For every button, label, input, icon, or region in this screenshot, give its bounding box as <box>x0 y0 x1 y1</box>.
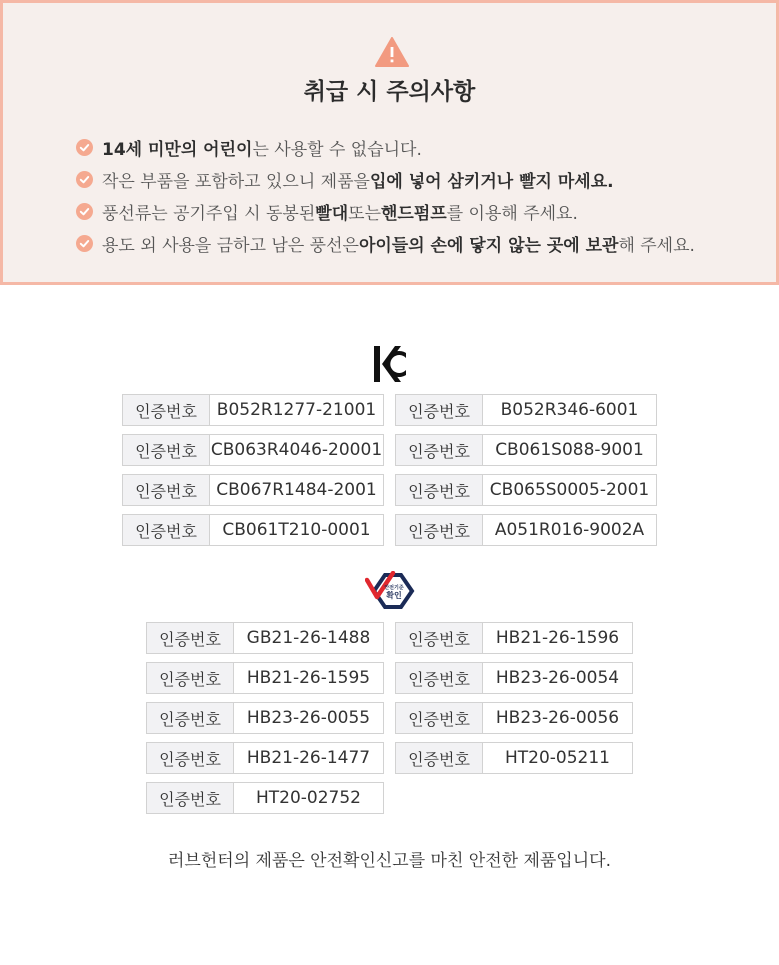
kc-certification-logo <box>373 345 407 383</box>
caution-list <box>76 131 695 259</box>
cert-label: 인증번호 <box>123 515 210 545</box>
caution-text: 를 이용해 주세요. <box>446 203 578 224</box>
caution-emphasis: 아이들의 손에 닿지 않는 곳에 보관 <box>358 235 619 256</box>
caution-emphasis: 14세 미만의 어린이 <box>102 139 253 160</box>
caution-text: 풍선류는 공기주입 시 동봉된 <box>102 203 316 224</box>
cert-number: CB061S088-9001 <box>495 440 644 460</box>
cert-label: 인증번호 <box>396 475 483 505</box>
caution-text: 용도 외 사용을 금하고 남은 풍선은 <box>102 235 359 256</box>
check-circle-icon <box>76 171 93 188</box>
cert-label: 인증번호 <box>396 395 483 425</box>
cert-label: 인증번호 <box>147 703 234 733</box>
cert-row <box>122 434 384 466</box>
safety-check-logo <box>365 571 415 611</box>
cert-number: CB063R4046-20001 <box>210 440 383 460</box>
cert-number: CB067R1484-2001 <box>216 480 377 500</box>
cert-number: HB21-26-1596 <box>495 628 620 648</box>
cert-label: 인증번호 <box>147 663 234 693</box>
cert-row <box>146 782 384 814</box>
cert-row <box>122 514 384 546</box>
cert-number: A051R016-9002A <box>494 520 645 540</box>
caution-text: 또는 <box>348 203 381 224</box>
caution-text: 는 사용할 수 없습니다. <box>252 139 422 160</box>
caution-item <box>76 227 695 259</box>
caution-panel <box>0 0 779 285</box>
caution-text: 작은 부품을 포함하고 있으니 제품을 <box>102 171 370 192</box>
cert-number: GB21-26-1488 <box>246 628 371 648</box>
cert-label: 인증번호 <box>123 395 210 425</box>
cert-row <box>395 474 657 506</box>
caution-title: 취급 시 주의사항 <box>303 79 476 105</box>
cert-label: 인증번호 <box>396 743 483 773</box>
cert-row <box>395 394 657 426</box>
cert-label: 인증번호 <box>396 663 483 693</box>
check-circle-icon <box>76 139 93 156</box>
cert-label: 인증번호 <box>123 435 210 465</box>
cert-label: 인증번호 <box>396 703 483 733</box>
caution-item <box>76 163 695 195</box>
cert-label: 인증번호 <box>147 623 234 653</box>
cert-number: B052R346-6001 <box>500 400 639 420</box>
svg-text:확인: 확인 <box>386 591 402 600</box>
caution-item <box>76 195 695 227</box>
warning-icon <box>375 37 409 67</box>
cert-row <box>395 434 657 466</box>
cert-row <box>395 662 633 694</box>
cert-label: 인증번호 <box>123 475 210 505</box>
cert-row <box>146 742 384 774</box>
cert-number: CB061T210-0001 <box>222 520 371 540</box>
caution-emphasis: 입에 넣어 삼키거나 빨지 마세요. <box>369 171 614 192</box>
cert-label: 인증번호 <box>396 515 483 545</box>
caution-emphasis: 핸드펌프 <box>381 203 447 224</box>
cert-number: HB21-26-1477 <box>246 748 371 768</box>
cert-row <box>146 662 384 694</box>
cert-number: HT20-02752 <box>255 788 361 808</box>
cert-row <box>395 702 633 734</box>
cert-row <box>122 474 384 506</box>
cert-number: HB21-26-1595 <box>246 668 371 688</box>
cert-row <box>395 742 633 774</box>
cert-number: HB23-26-0056 <box>495 708 620 728</box>
cert-row <box>395 622 633 654</box>
check-circle-icon <box>76 203 93 220</box>
cert-number: CB065S0005-2001 <box>489 480 650 500</box>
cert-label: 인증번호 <box>147 743 234 773</box>
svg-text:안전기준: 안전기준 <box>384 585 404 591</box>
cert-number: HT20-05211 <box>504 748 610 768</box>
cert-label: 인증번호 <box>147 783 234 813</box>
cert-row <box>146 702 384 734</box>
cert-label: 인증번호 <box>396 435 483 465</box>
cert-label: 인증번호 <box>396 623 483 653</box>
cert-number: HB23-26-0054 <box>495 668 620 688</box>
cert-number: B052R1277-21001 <box>216 400 377 420</box>
cert-number: HB23-26-0055 <box>246 708 371 728</box>
footer-note: 러브헌터의 제품은 안전확인신고를 마친 안전한 제품입니다. <box>168 851 611 871</box>
caution-item <box>76 131 695 163</box>
cert-row <box>395 514 657 546</box>
caution-emphasis: 빨대 <box>315 203 349 224</box>
check-circle-icon <box>76 235 93 252</box>
cert-row <box>122 394 384 426</box>
caution-text: 해 주세요. <box>618 235 695 256</box>
cert-row <box>146 622 384 654</box>
